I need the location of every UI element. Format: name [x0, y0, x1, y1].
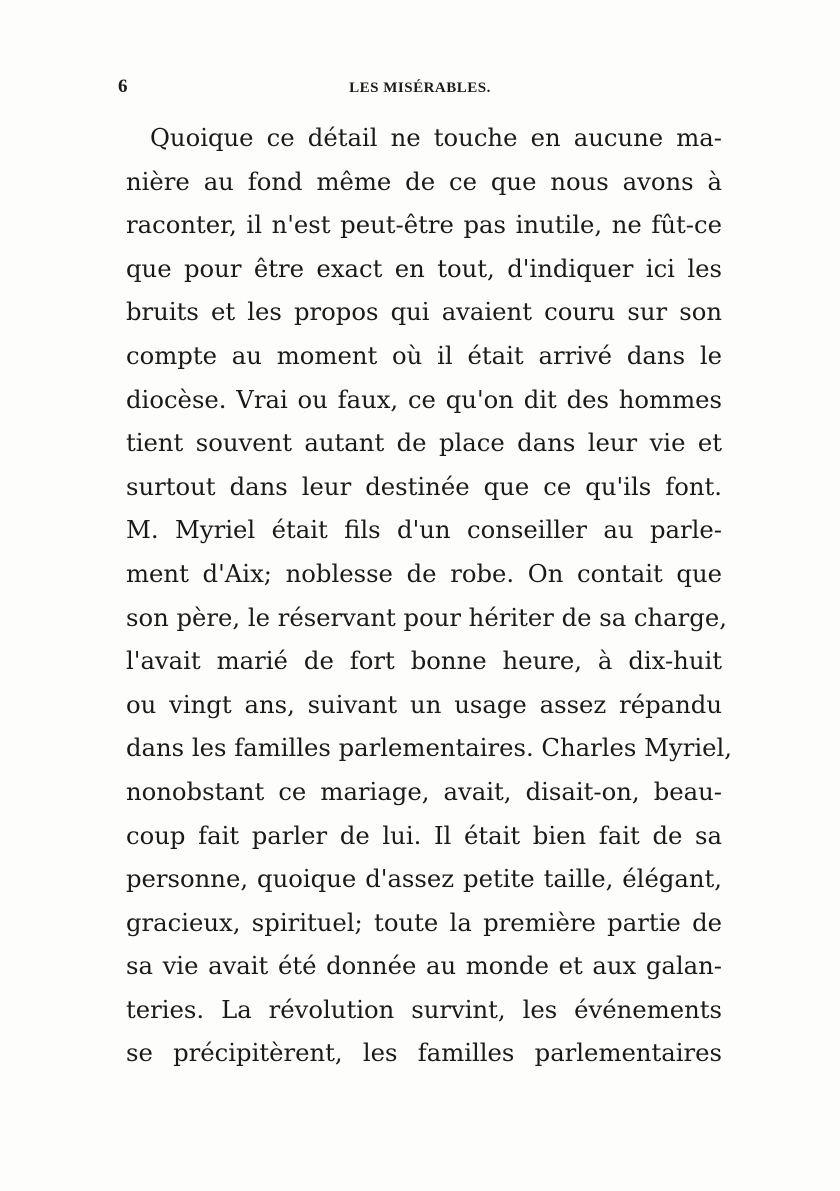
text-line: dans les familles parlementaires. Charles Myriel, [126, 733, 732, 763]
text-line: ment d'Aix; noblesse de robe. On contait que [126, 558, 722, 588]
text-line: raconter, il n'est peut-être pas inutile, ne fût-ce [126, 210, 722, 240]
text-line: Quoique ce détail ne touche en aucune ma- [150, 123, 722, 152]
text-line: que pour être exact en tout, d'indiquer ici les [126, 253, 722, 283]
page-number: 6 [118, 76, 128, 97]
text-line: surtout dans leur destinée que ce qu'ils font. [126, 471, 722, 501]
text-line: sa vie avait été donnée au monde et aux galan- [126, 951, 722, 981]
text-line: diocèse. Vrai ou faux, ce qu'on dit des hommes [126, 384, 722, 414]
text-line: son père, le réservant pour hériter de sa charge, [126, 602, 727, 632]
text-line: gracieux, spirituel; toute la première partie de [126, 907, 722, 937]
text-line: coup fait parler de lui. Il était bien fait de sa [126, 820, 722, 850]
text-line: compte au moment où il était arrivé dans le [126, 340, 722, 370]
text-line: M. Myriel était fils d'un conseiller au parle- [126, 515, 722, 545]
running-head [118, 76, 722, 100]
text-line: l'avait marié de fort bonne heure, à dix-huit [126, 646, 722, 676]
text-line: personne, quoique d'assez petite taille, élégant, [126, 864, 722, 894]
text-line: tient souvent autant de place dans leur vie et [126, 428, 722, 458]
text-line: se précipitèrent, les familles parlementaires [126, 1038, 722, 1068]
text-line: teries. La révolution survint, les événements [126, 994, 722, 1024]
book-title: LES MISÉRABLES. [349, 80, 491, 96]
text-line: ou vingt ans, suivant un usage assez répandu [126, 689, 722, 719]
text-line: nière au fond même de ce que nous avons à [126, 166, 722, 196]
text-line: nonobstant ce mariage, avait, disait-on, beau- [126, 776, 722, 806]
text-line: bruits et les propos qui avaient couru sur son [126, 297, 722, 327]
body-paragraph [126, 116, 732, 1075]
